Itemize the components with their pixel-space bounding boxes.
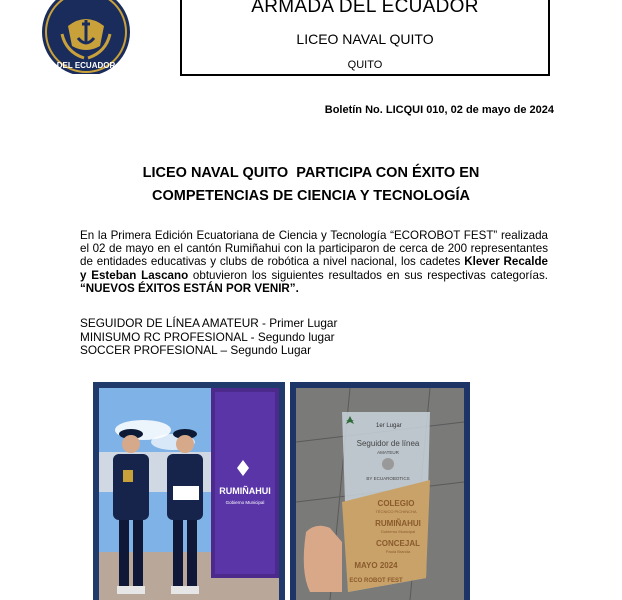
trophy-municipality: RUMIÑAHUI	[375, 519, 421, 528]
headline-line-1: LICEO NAVAL QUITO PARTICIPA CON ÉXITO EN	[142, 165, 480, 181]
hand-graphic	[304, 526, 342, 592]
result-item: SEGUIDOR DE LÍNEA AMATEUR - Primer Lugar	[80, 316, 338, 330]
article-body	[80, 229, 548, 295]
robot-icon	[382, 458, 394, 470]
result-item: SOCCER PROFESIONAL – Segundo Lugar	[80, 343, 312, 357]
trophy-school: COLEGIO	[377, 499, 415, 508]
cadets-photo-illustration	[93, 382, 285, 600]
trophy-sponsor: BY ECUAROBOTICS	[366, 476, 410, 481]
trophy-category: Seguidor de línea	[356, 439, 420, 448]
cadet-names: Klever Recalde y Esteban Lascano	[80, 255, 549, 282]
navy-emblem-logo	[40, 0, 132, 74]
emblem-text: DEL ECUADOR	[56, 61, 116, 70]
organization-name: ARMADA DEL ECUADOR	[251, 0, 479, 17]
banner-subtitle: Gobierno Municipal	[225, 500, 265, 505]
article-part-2: obtuvieron los siguientes resultados en sus respectivas categorías.	[188, 268, 548, 282]
trophy-municipality-sub: Gobierno Municipal	[380, 529, 416, 534]
trophy-place: 1er Lugar	[376, 423, 402, 429]
result-item: MINISUMO RC PROFESIONAL - Segundo lugar	[80, 329, 335, 344]
trophy-school-sub: TÉCNICO PICHINCHA	[375, 509, 417, 514]
headline	[0, 162, 622, 208]
trophy-official-sub: Paola Branda	[385, 549, 411, 554]
trophy-level: AMATEUR	[377, 450, 399, 455]
trophy-event: ECO ROBOT FEST	[349, 578, 403, 584]
headline-line-2: COMPETENCIAS DE CIENCIA Y TECNOLOGÍA	[152, 188, 470, 204]
trophy-photo	[290, 382, 470, 600]
cadets-photo	[93, 382, 285, 600]
article-slogan: “NUEVOS ÉXITOS ESTÁN POR VENIR”.	[80, 281, 299, 295]
trophy-photo-illustration	[290, 382, 470, 600]
results-list	[80, 317, 337, 358]
trophy-date: MAYO 2024	[354, 561, 398, 570]
banner-title: RUMIÑAHUI	[219, 486, 271, 496]
school-name: LICEO NAVAL QUITO	[296, 31, 434, 47]
header-box	[180, 0, 550, 76]
bulletin-number: Boletín No. LICQUI 010, 02 de mayo de 2024	[324, 104, 554, 116]
city-name: QUITO	[347, 59, 383, 71]
trophy-official: CONCEJAL	[375, 539, 421, 548]
article-part-1: En la Primera Edición Ecuatoriana de Ciencia y Tecnología “ECOROBOT FEST” realizada el 02 de mayo en el cantón Rumiñahui con la participaron de cerca de 200 representantes de entidades educativas y clubs de robótica a nivel nacional, los cadetes	[80, 229, 548, 269]
